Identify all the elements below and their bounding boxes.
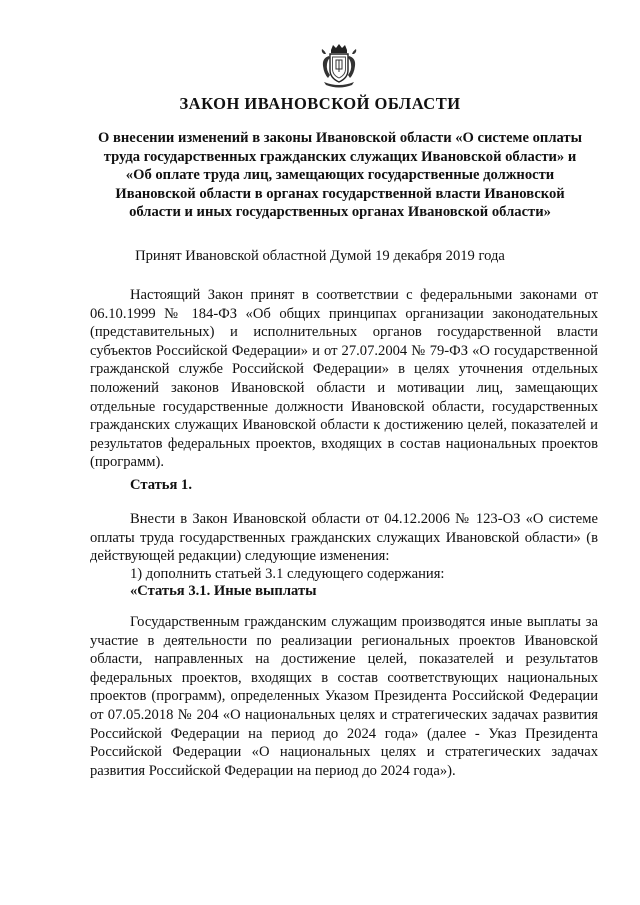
adoption-date: Принят Ивановской областной Думой 19 декабря 2019 года xyxy=(135,248,505,264)
article-1-heading: Статья 1. xyxy=(130,477,192,493)
coat-of-arms-icon xyxy=(318,42,360,88)
article-1-item-1: 1) дополнить статьей 3.1 следующего содержания: xyxy=(130,566,445,582)
law-title: ЗАКОН ИВАНОВСКОЙ ОБЛАСТИ xyxy=(179,94,461,113)
article-3-1-paragraph: Государственным гражданским служащим производятся иные выплаты за участие в деятельности по реализации региональных проектов Ивановской области, направленных на достижение целей, показателей и результатов федеральных проектов, входящих в состав соответствующих национальных проектов (программ), определенных Указом Президента Российской Федерации от 07.05.2018 № 204 «О национальных целях и стратегических задачах развития Российской Федерации на период до 2024 года» (далее - Указ Президента Российской Федерации «О национальных целях и стратегических задачах развития Российской Федерации на период до 2024 года»). xyxy=(90,614,598,779)
article-3-1-heading: «Статья 3.1. Иные выплаты xyxy=(130,583,317,599)
preamble-paragraph: Настоящий Закон принят в соответствии с федеральными законами от 06.10.1999 № 184-ФЗ «Об общих принципах организации законодательных (представительных) и исполнительных органов государственной власти субъектов Российской Федерации» и от 27.07.2004 № 79-ФЗ «О государственной гражданской службе Российской Федерации» в целях уточнения отдельных положений законов Ивановской области и мотивации лиц, замещающих отдельные государственные должности Ивановской области, государственных гражданских служащих Ивановской области к достижению целей, показателей и результатов федеральных проектов, входящих в состав национальных проектов (программ). xyxy=(90,287,598,471)
article-1-paragraph: Внести в Закон Ивановской области от 04.12.2006 № 123-ОЗ «О системе оплаты труда государственных гражданских служащих Ивановской области» (в действующей редакции) следующие изменения: xyxy=(90,511,598,565)
law-subtitle: О внесении изменений в законы Ивановской области «О системе оплаты труда государственных гражданских служащих Ивановской области» и «Об оплате труда лиц, замещающих государственные должности Ивановской области в органах государственной власти Ивановской области и иных государственных органах Ивановской области» xyxy=(98,130,582,221)
